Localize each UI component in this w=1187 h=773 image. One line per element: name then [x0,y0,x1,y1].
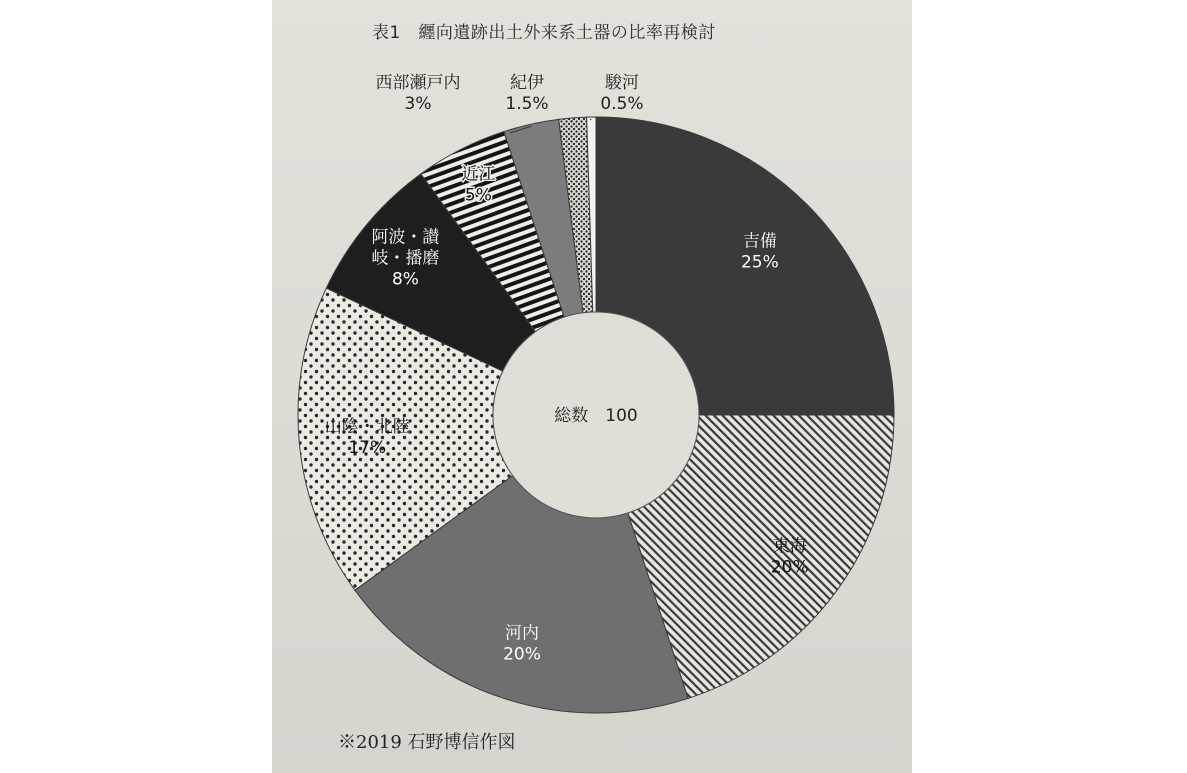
slice-label-6: 近江 5% [461,164,496,206]
center-label: 総数 100 [554,406,638,426]
credit-note: ※2019 石野博信作図 [338,732,516,753]
slice-label-5: 阿波・讃岐・播磨 8% [371,227,440,290]
slice-label-9: 駿河 0.5% [600,73,644,114]
slice-label-4: 山陰・北陸 17% [324,417,410,459]
slice-label-7: 西部瀬戸内 3% [375,73,461,114]
chart-title: 表1 纒向遺跡出土外来系土器の比率再検討 [372,23,716,43]
slice-label-3: 河内 20% [503,623,541,665]
slice-label-2: 東海 20% [770,536,809,578]
slice-label-1: 吉備 25% [740,231,779,273]
slice-label-8: 紀伊 1.5% [505,73,549,114]
